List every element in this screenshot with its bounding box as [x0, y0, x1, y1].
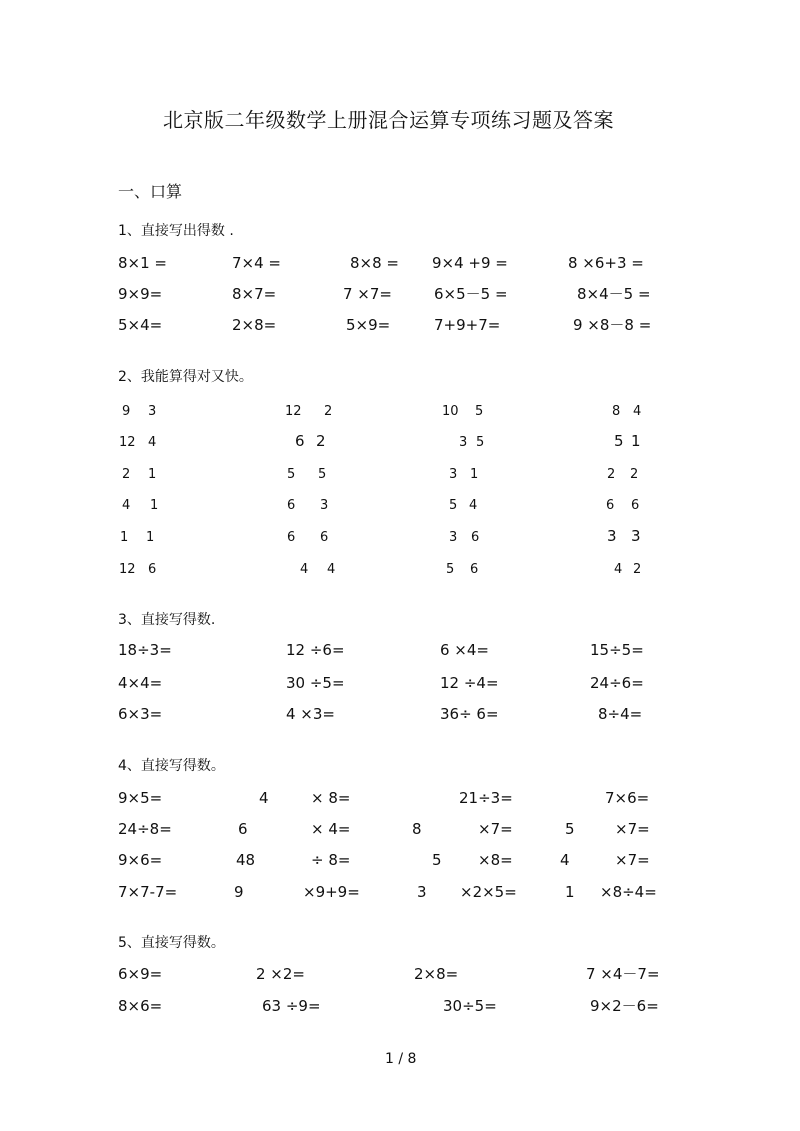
page-title: 北京版二年级数学上册混合运算专项练习题及答案 [163, 108, 614, 132]
q2-number: 1 [470, 467, 479, 482]
q2-number: 6 [148, 562, 157, 577]
q4-item: 48 [236, 851, 256, 869]
q2-number: 6 [295, 432, 305, 450]
q5-item: 30÷5= [443, 997, 497, 1015]
q2-number: 3 [607, 527, 617, 545]
q2-number: 6 [471, 530, 480, 545]
q1-item: 7×4 = [232, 254, 281, 272]
q2-number: 4 [148, 435, 157, 450]
q3-item: 30 ÷5= [286, 674, 345, 692]
q2-number: 12 [285, 404, 302, 419]
q2-number: 2 [633, 562, 642, 577]
q2-number: 5 [614, 432, 624, 450]
q1-item: 8×4－5 = [577, 285, 651, 303]
q4-item: 5 [432, 851, 442, 869]
q4-item: 24÷8= [118, 820, 172, 838]
q4-item: 5 [565, 820, 575, 838]
q2-number: 1 [146, 530, 155, 545]
q4-item: 21÷3= [459, 789, 513, 807]
q4-item: 3 [417, 883, 427, 901]
q1-item: 8×1 = [118, 254, 167, 272]
q2-number: 6 [470, 562, 479, 577]
q2-number: 3 [631, 527, 641, 545]
q2-number: 5 [318, 467, 327, 482]
q2-number: 12 [119, 562, 136, 577]
q1-item: 8×8 = [350, 254, 399, 272]
q4-item: 9×5= [118, 789, 163, 807]
q3-item: 4×4= [118, 674, 163, 692]
q2-number: 2 [122, 467, 131, 482]
q2-number: 12 [119, 435, 136, 450]
q2-number: 9 [122, 404, 131, 419]
q2-number: 5 [476, 435, 485, 450]
q3-item: 15÷5= [590, 641, 644, 659]
q2-number: 5 [446, 562, 455, 577]
q4-item: 7×6= [605, 789, 650, 807]
q2-number: 1 [631, 432, 641, 450]
q1-item: 7 ×7= [343, 285, 392, 303]
q2-number: 8 [612, 404, 621, 419]
q3-item: 12 ÷6= [286, 641, 345, 659]
q5-item: 2×8= [414, 965, 459, 983]
q1-item: 9×9= [118, 285, 163, 303]
q1-item: 9×4 +9 = [432, 254, 508, 272]
page-number: 1 / 8 [385, 1051, 417, 1067]
q2-number: 2 [607, 467, 616, 482]
question-3-heading: 3、直接写得数. [118, 612, 216, 628]
q1-item: 6×5－5 = [434, 285, 508, 303]
q4-item: ×8= [478, 851, 513, 869]
q4-item: ×7= [478, 820, 513, 838]
section-heading-oral-calc: 一、口算 [118, 182, 183, 201]
question-1-heading: 1、直接写出得数 . [118, 223, 234, 239]
q2-number: 6 [320, 530, 329, 545]
q3-item: 6×3= [118, 705, 163, 723]
q2-number: 3 [449, 530, 458, 545]
q2-number: 5 [475, 404, 484, 419]
q5-item: 8×6= [118, 997, 163, 1015]
q2-number: 3 [148, 404, 157, 419]
q4-item: × 4= [311, 820, 351, 838]
q2-number: 4 [300, 562, 309, 577]
q5-item: 63 ÷9= [262, 997, 321, 1015]
question-4-heading: 4、直接写得数。 [118, 758, 225, 774]
q4-item: 4 [560, 851, 570, 869]
q2-number: 4 [469, 498, 478, 513]
q1-item: 9 ×8－8 = [573, 316, 652, 334]
q4-item: 4 [259, 789, 269, 807]
q3-item: 36÷ 6= [440, 705, 499, 723]
q2-number: 2 [324, 404, 333, 419]
q5-item: 9×2－6= [590, 997, 659, 1015]
q4-item: 9 [234, 883, 244, 901]
q4-item: ÷ 8= [311, 851, 351, 869]
q2-number: 4 [633, 404, 642, 419]
q2-number: 10 [442, 404, 459, 419]
q3-item: 12 ÷4= [440, 674, 499, 692]
q2-number: 5 [287, 467, 296, 482]
q4-item: 9×6= [118, 851, 163, 869]
q1-item: 8×7= [232, 285, 277, 303]
q4-item: 8 [412, 820, 422, 838]
q3-item: 18÷3= [118, 641, 172, 659]
q5-item: 2 ×2= [256, 965, 305, 983]
q2-number: 1 [120, 530, 129, 545]
q2-number: 2 [630, 467, 639, 482]
question-5-heading: 5、直接写得数。 [118, 935, 225, 951]
question-2-heading: 2、我能算得对又快。 [118, 369, 253, 385]
q3-item: 8÷4= [598, 705, 643, 723]
q4-item: × 8= [311, 789, 351, 807]
q2-number: 4 [614, 562, 623, 577]
q2-number: 6 [631, 498, 640, 513]
q2-number: 3 [320, 498, 329, 513]
q4-item: 6 [238, 820, 248, 838]
q4-item: ×7= [615, 851, 650, 869]
q5-item: 7 ×4－7= [586, 965, 660, 983]
q4-item: ×2×5= [460, 883, 517, 901]
q2-number: 2 [316, 432, 326, 450]
q1-item: 7+9+7= [434, 316, 501, 334]
q3-item: 4 ×3= [286, 705, 335, 723]
q2-number: 4 [122, 498, 131, 513]
q2-number: 6 [287, 530, 296, 545]
q2-number: 1 [150, 498, 159, 513]
q1-item: 8 ×6+3 = [568, 254, 644, 272]
q1-item: 5×4= [118, 316, 163, 334]
q4-item: ×9+9= [303, 883, 360, 901]
q4-item: 1 [565, 883, 575, 901]
q1-item: 5×9= [346, 316, 391, 334]
q5-item: 6×9= [118, 965, 163, 983]
q4-item: ×8÷4= [600, 883, 657, 901]
q2-number: 3 [449, 467, 458, 482]
q2-number: 4 [327, 562, 336, 577]
q2-number: 6 [287, 498, 296, 513]
q3-item: 6 ×4= [440, 641, 489, 659]
q2-number: 6 [606, 498, 615, 513]
q4-item: ×7= [615, 820, 650, 838]
q2-number: 5 [449, 498, 458, 513]
q1-item: 2×8= [232, 316, 277, 334]
q4-item: 7×7-7= [118, 883, 178, 901]
q2-number: 1 [148, 467, 157, 482]
q2-number: 3 [459, 435, 468, 450]
q3-item: 24÷6= [590, 674, 644, 692]
